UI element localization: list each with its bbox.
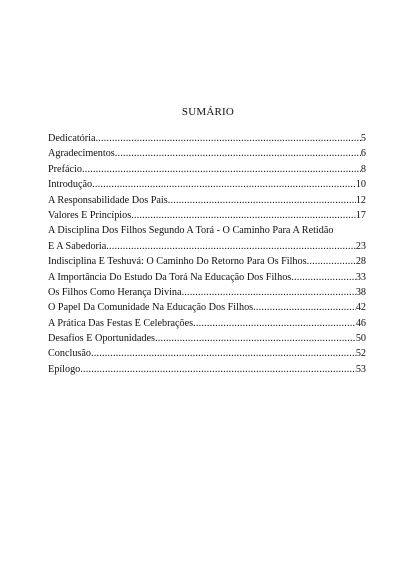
toc-leader-dots [91,346,356,361]
toc-leader-dots [96,131,361,146]
toc-leader-dots [115,146,361,161]
toc-leader-dots [307,254,356,269]
toc-entry-label: Epílogo [48,363,81,375]
toc-leader-dots [168,193,356,208]
toc-entry-label: A Disciplina Dos Filhos Segundo A Torá - O Caminho Para A Retidão [48,225,334,237]
toc-entry-label: Conclusão [48,348,92,360]
toc-entry-page: 38 [355,286,366,298]
toc-entry-page: 6 [360,148,366,160]
toc-entry-festas [48,316,366,331]
toc-entry-valores [48,208,366,223]
toc-entry-comunidade [48,300,366,315]
toc-entry-epilogo [48,362,366,377]
toc-entry-page: 10 [355,179,366,191]
toc-entry-page: 53 [355,363,366,375]
toc-entry-indisciplina [48,254,366,269]
table-of-contents [48,131,366,377]
toc-entry-dedicatoria [48,131,366,146]
toc-entry-disciplina-line2 [48,239,366,254]
toc-entry-prefacio [48,162,366,177]
toc-entry-label: A Importância Do Estudo Da Torá Na Educação Dos Filhos [48,271,292,283]
toc-entry-estudo-tora [48,270,366,285]
toc-leader-dots [82,162,361,177]
toc-entry-conclusao [48,346,366,361]
toc-entry-label: Prefácio [48,163,82,175]
toc-leader-dots [182,285,356,300]
toc-entry-disciplina-line1 [48,223,366,238]
toc-entry-page: 52 [355,348,366,360]
toc-entry-label: Os Filhos Como Herança Divina [48,286,182,298]
toc-entry-responsabilidade [48,193,366,208]
toc-entry-introducao [48,177,366,192]
toc-entry-label: Desafios E Oportunidades [48,333,155,345]
toc-entry-label: Indisciplina E Teshuvá: O Caminho Do Retorno Para Os Filhos [48,256,307,268]
toc-entry-page: 12 [355,194,366,206]
toc-entry-page: 28 [355,256,366,268]
toc-leader-dots [155,331,356,346]
page-title: SUMÁRIO [181,106,235,118]
toc-entry-desafios [48,331,366,346]
toc-leader-dots [106,239,356,254]
toc-entry-label: O Papel Da Comunidade Na Educação Dos Filhos [48,302,254,314]
toc-leader-dots [253,300,356,315]
toc-entry-page: 46 [355,317,366,329]
toc-entry-label: A Prática Das Festas E Celebrações [48,317,194,329]
toc-entry-page: 5 [360,133,366,144]
toc-entry-label: Introdução [48,179,93,191]
toc-entry-page: 17 [355,209,366,221]
toc-leader-dots [291,270,356,285]
toc-leader-dots [193,316,356,331]
toc-entry-label: Agradecimentos [48,148,115,160]
toc-leader-dots [92,177,356,192]
toc-leader-dots [131,208,356,223]
toc-leader-dots [80,362,356,377]
toc-entry-page: 33 [355,271,366,283]
toc-entry-page: 8 [360,163,366,175]
toc-entry-label: Valores E Princípios [48,209,132,221]
toc-entry-heranca [48,285,366,300]
toc-entry-label: Dedicatória [48,133,96,144]
toc-entry-agradecimentos [48,146,366,161]
toc-entry-page: 50 [355,333,366,345]
toc-entry-page: 42 [355,302,366,314]
toc-entry-label: A Responsabilidade Dos Pais [48,194,168,206]
toc-entry-page: 23 [355,240,366,252]
toc-entry-label: E A Sabedoria [48,240,107,252]
